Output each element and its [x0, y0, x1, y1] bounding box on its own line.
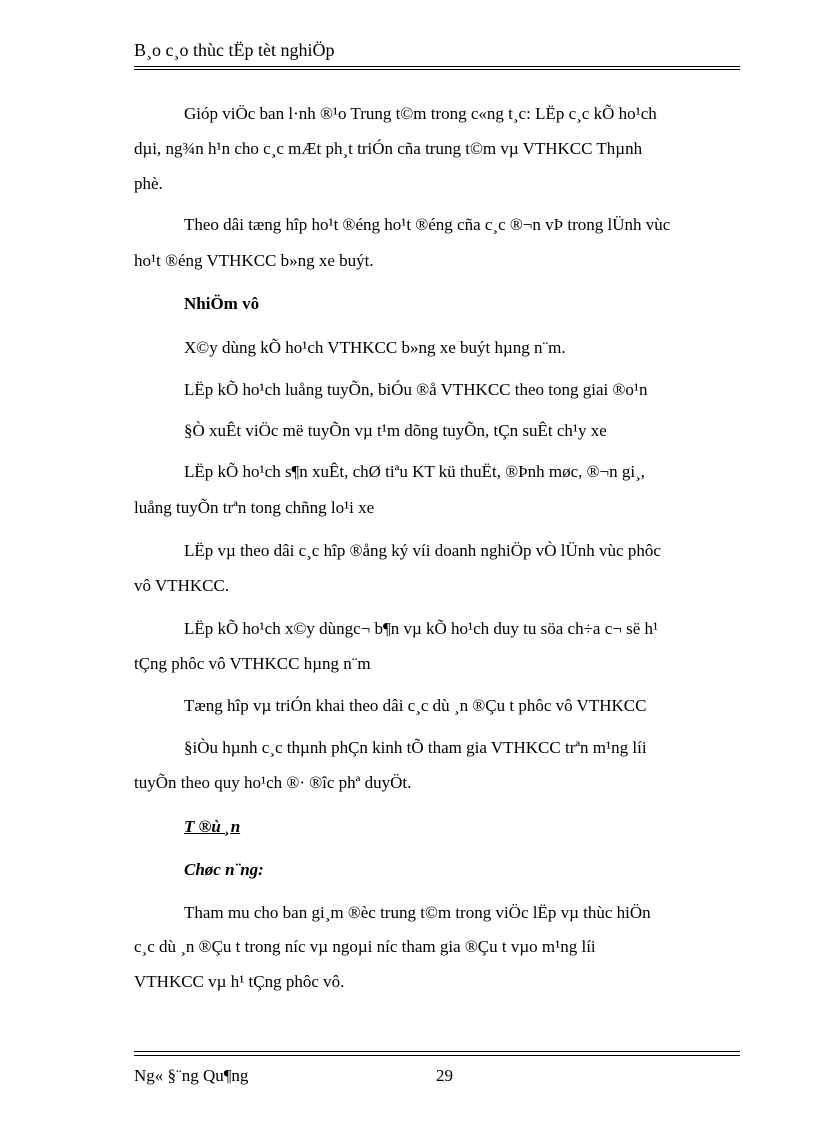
body-line: X©y dùng kÕ ho¹ch VTHKCC b»ng xe buýt hµng n¨m.	[184, 338, 566, 357]
page-number: 29	[436, 1066, 453, 1085]
body-line: LËp vµ theo dâi c¸c hîp ®ång ký víi doanh nghiÖp vÒ lÜnh vùc phôc	[184, 541, 661, 560]
footer-author: Ng« §¨ng Qu¶ng	[134, 1066, 249, 1085]
body-line: Theo dâi tæng hîp ho¹t ®éng ho¹t ®éng cña c¸c ®¬n vÞ trong lÜnh vùc	[184, 215, 671, 234]
header-title: B¸o c¸o thùc tËp tèt nghiÖp	[134, 40, 335, 60]
body-line: tÇng phôc vô VTHKCC hµng n¨m	[134, 654, 371, 673]
body-line: ho¹t ®éng VTHKCC b»ng xe buýt.	[134, 251, 374, 270]
footer-rule-top	[134, 1051, 740, 1052]
body-line: Tæng hîp vµ triÓn khai theo dâi c¸c dù ¸n ®Çu t phôc vô VTHKCC	[184, 696, 647, 715]
section-heading: NhiÖm vô	[184, 294, 260, 313]
header-rule-top	[134, 66, 740, 67]
body-line: Tham mu cho ban gi¸m ®èc trung t©m trong viÖc lËp vµ thùc hiÖn	[184, 903, 651, 922]
body-line: VTHKCC vµ h¹ tÇng phôc vô.	[134, 972, 345, 991]
body-line: §Ò xuÊt viÖc më tuyÕn vµ t¹m dõng tuyÕn, tÇn suÊt ch¹y xe	[184, 421, 607, 440]
body-line: LËp kÕ ho¹ch s¶n xuÊt, chØ tiªu KT kü thuËt, ®Þnh møc, ®¬n gi¸,	[184, 462, 646, 481]
body-line: c¸c dù ¸n ®Çu t trong níc vµ ngoµi níc tham gia ®Çu t vµo m¹ng líi	[134, 937, 596, 956]
body-line: LËp kÕ ho¹ch luång tuyÕn, biÓu ®å VTHKCC theo tong giai ®o¹n	[184, 380, 648, 399]
subsection-heading: Chøc n¨ng:	[184, 860, 264, 879]
body-line: LËp kÕ ho¹ch x©y dùngc¬ b¶n vµ kÕ ho¹ch duy tu söa ch÷a c¬ së h¹	[184, 619, 659, 638]
body-line: phè.	[134, 174, 163, 193]
section-heading: T ®ù ¸n	[184, 817, 241, 836]
body-line: §iÒu hµnh c¸c thµnh phÇn kinh tÕ tham gia VTHKCC trªn m¹ng líi	[184, 738, 647, 757]
body-line: tuyÕn theo quy ho¹ch ®· ®îc phª duyÖt.	[134, 773, 412, 792]
footer-rule-bottom	[134, 1055, 740, 1056]
header-rule-bottom	[134, 69, 740, 70]
body-line: vô VTHKCC.	[134, 576, 230, 595]
body-line: dµi, ng¾n h¹n cho c¸c mÆt ph¸t triÓn cña trung t©m vµ VTHKCC Thµnh	[134, 139, 643, 158]
body-line: luång tuyÕn trªn tong chñng lo¹i xe	[134, 498, 375, 517]
body-line: Gióp viÖc ban l·nh ®¹o Trung t©m trong c«ng t¸c: LËp c¸c kÕ ho¹ch	[184, 104, 657, 123]
